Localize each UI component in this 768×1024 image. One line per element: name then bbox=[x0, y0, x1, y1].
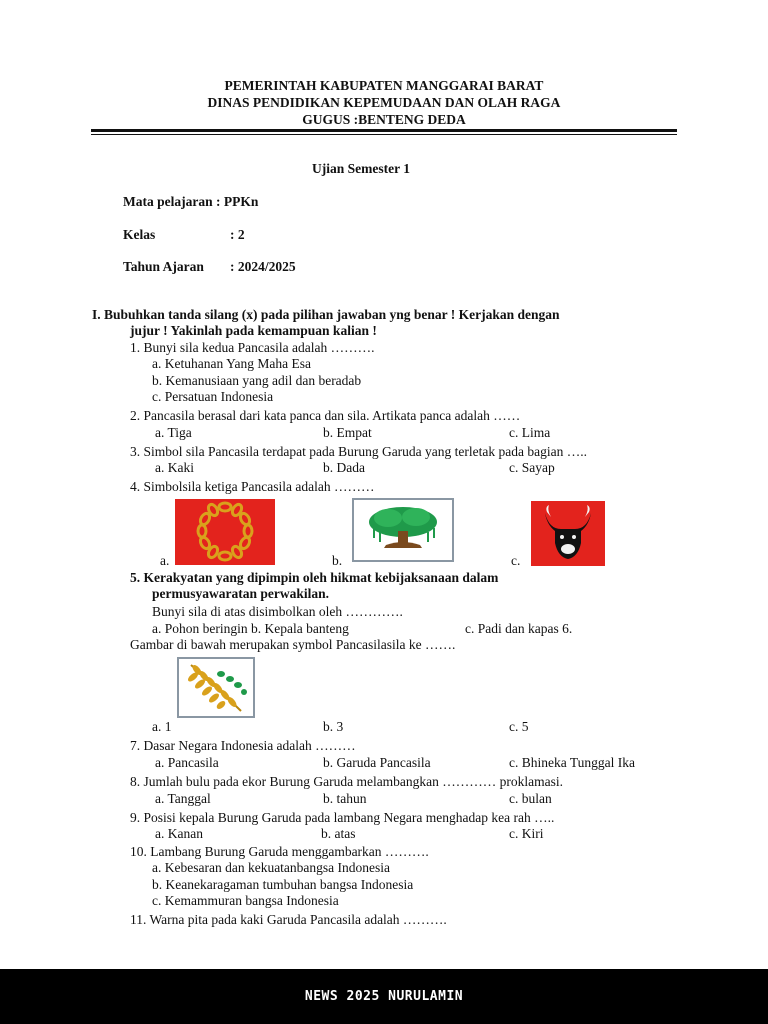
question-7: 7. Dasar Negara Indonesia adalah ……… bbox=[130, 738, 356, 753]
instruction-line-2: jujur ! Yakinlah pada kemampuan kalian ! bbox=[130, 323, 377, 338]
question-5-line-3: Bunyi sila di atas disimbolkan oleh …………. bbox=[152, 604, 403, 619]
instruction-line-1: I. Bubuhkan tanda silang (x) pada pilihan jawaban yng benar ! Kerjakan dengan bbox=[92, 307, 560, 322]
q6-option-a: a. 1 bbox=[152, 719, 172, 734]
header-rule-thick bbox=[91, 129, 677, 132]
q8-option-c: c. bulan bbox=[509, 791, 552, 806]
q4-option-b: b. bbox=[332, 553, 343, 568]
q1-option-a: a. Ketuhanan Yang Maha Esa bbox=[152, 356, 311, 371]
q3-option-b: b. Dada bbox=[323, 460, 365, 475]
question-10: 10. Lambang Burung Garuda menggambarkan ………. bbox=[130, 844, 429, 859]
q4-option-a: a. bbox=[160, 553, 170, 568]
question-5-line-1: 5. Kerakyatan yang dipimpin oleh hikmat kebijaksanaan dalam bbox=[130, 570, 499, 585]
q7-option-a: a. Pancasila bbox=[155, 755, 219, 770]
rice-cotton-image bbox=[177, 657, 255, 718]
q10-option-c: c. Kemammuran bangsa Indonesia bbox=[152, 893, 339, 908]
header-line-1: PEMERINTAH KABUPATEN MANGGARAI BARAT bbox=[224, 78, 544, 93]
question-3: 3. Simbol sila Pancasila terdapat pada Burung Garuda yang terletak pada bagian ….. bbox=[130, 444, 587, 459]
q9-option-c: c. Kiri bbox=[509, 826, 544, 841]
q1-option-b: b. Kemanusiaan yang adil dan beradab bbox=[152, 373, 362, 388]
class-value: : 2 bbox=[230, 227, 245, 242]
q9-option-a: a. Kanan bbox=[155, 826, 203, 841]
footer-banner bbox=[0, 969, 768, 1024]
q3-option-c: c. Sayap bbox=[509, 460, 555, 475]
question-2: 2. Pancasila berasal dari kata panca dan sila. Artikata panca adalah …… bbox=[130, 408, 521, 423]
header-line-2: DINAS PENDIDIKAN KEPEMUDAAN DAN OLAH RAGA bbox=[207, 95, 561, 110]
banyan-tree-image bbox=[352, 498, 454, 562]
q8-option-b: b. tahun bbox=[323, 791, 367, 806]
question-4: 4. Simbolsila ketiga Pancasila adalah ……… bbox=[130, 479, 375, 494]
chain-symbol-image bbox=[175, 499, 275, 565]
year-value: : 2024/2025 bbox=[230, 259, 296, 274]
q2-option-a: a. Tiga bbox=[155, 425, 192, 440]
question-9: 9. Posisi kepala Burung Garuda pada lambang Negara menghadap kea rah ….. bbox=[130, 810, 555, 825]
q7-option-b: b. Garuda Pancasila bbox=[323, 755, 431, 770]
q3-option-a: a. Kaki bbox=[155, 460, 194, 475]
q5-options-ab: a. Pohon beringin b. Kepala banteng bbox=[152, 621, 349, 636]
subject-label: Mata pelajaran : PPKn bbox=[123, 194, 259, 209]
question-5-line-2: permusyawaratan perwakilan. bbox=[152, 586, 330, 601]
q1-option-c: c. Persatuan Indonesia bbox=[152, 389, 274, 404]
question-1: 1. Bunyi sila kedua Pancasila adalah ………. bbox=[130, 340, 375, 355]
header-rule-thin bbox=[91, 134, 677, 135]
q5-option-c: c. Padi dan kapas 6. bbox=[465, 621, 573, 636]
header-line-3: GUGUS :BENTENG DEDA bbox=[302, 112, 466, 127]
question-11: 11. Warna pita pada kaki Garuda Pancasila adalah ………. bbox=[130, 912, 447, 927]
question-6: Gambar di bawah merupakan symbol Pancasilasila ke ……. bbox=[130, 637, 456, 652]
q9-option-b: b. atas bbox=[321, 826, 356, 841]
q2-option-c: c. Lima bbox=[509, 425, 551, 440]
exam-title: Ujian Semester 1 bbox=[312, 161, 410, 176]
q7-option-c: c. Bhineka Tunggal Ika bbox=[509, 755, 635, 770]
q8-option-a: a. Tanggal bbox=[155, 791, 211, 806]
question-8: 8. Jumlah bulu pada ekor Burung Garuda melambangkan ………… proklamasi. bbox=[130, 774, 564, 789]
q10-option-a: a. Kebesaran dan kekuatanbangsa Indonesia bbox=[152, 860, 391, 875]
q4-option-c: c. bbox=[511, 553, 521, 568]
footer-text: NEWS 2025 NURULAMIN bbox=[304, 989, 464, 1004]
class-label: Kelas bbox=[123, 227, 156, 242]
q6-option-c: c. 5 bbox=[509, 719, 529, 734]
q10-option-b: b. Keanekaragaman tumbuhan bangsa Indonesia bbox=[152, 877, 414, 892]
q2-option-b: b. Empat bbox=[323, 425, 372, 440]
year-label: Tahun Ajaran bbox=[123, 259, 204, 274]
q6-option-b: b. 3 bbox=[323, 719, 344, 734]
bull-head-image bbox=[531, 501, 605, 566]
